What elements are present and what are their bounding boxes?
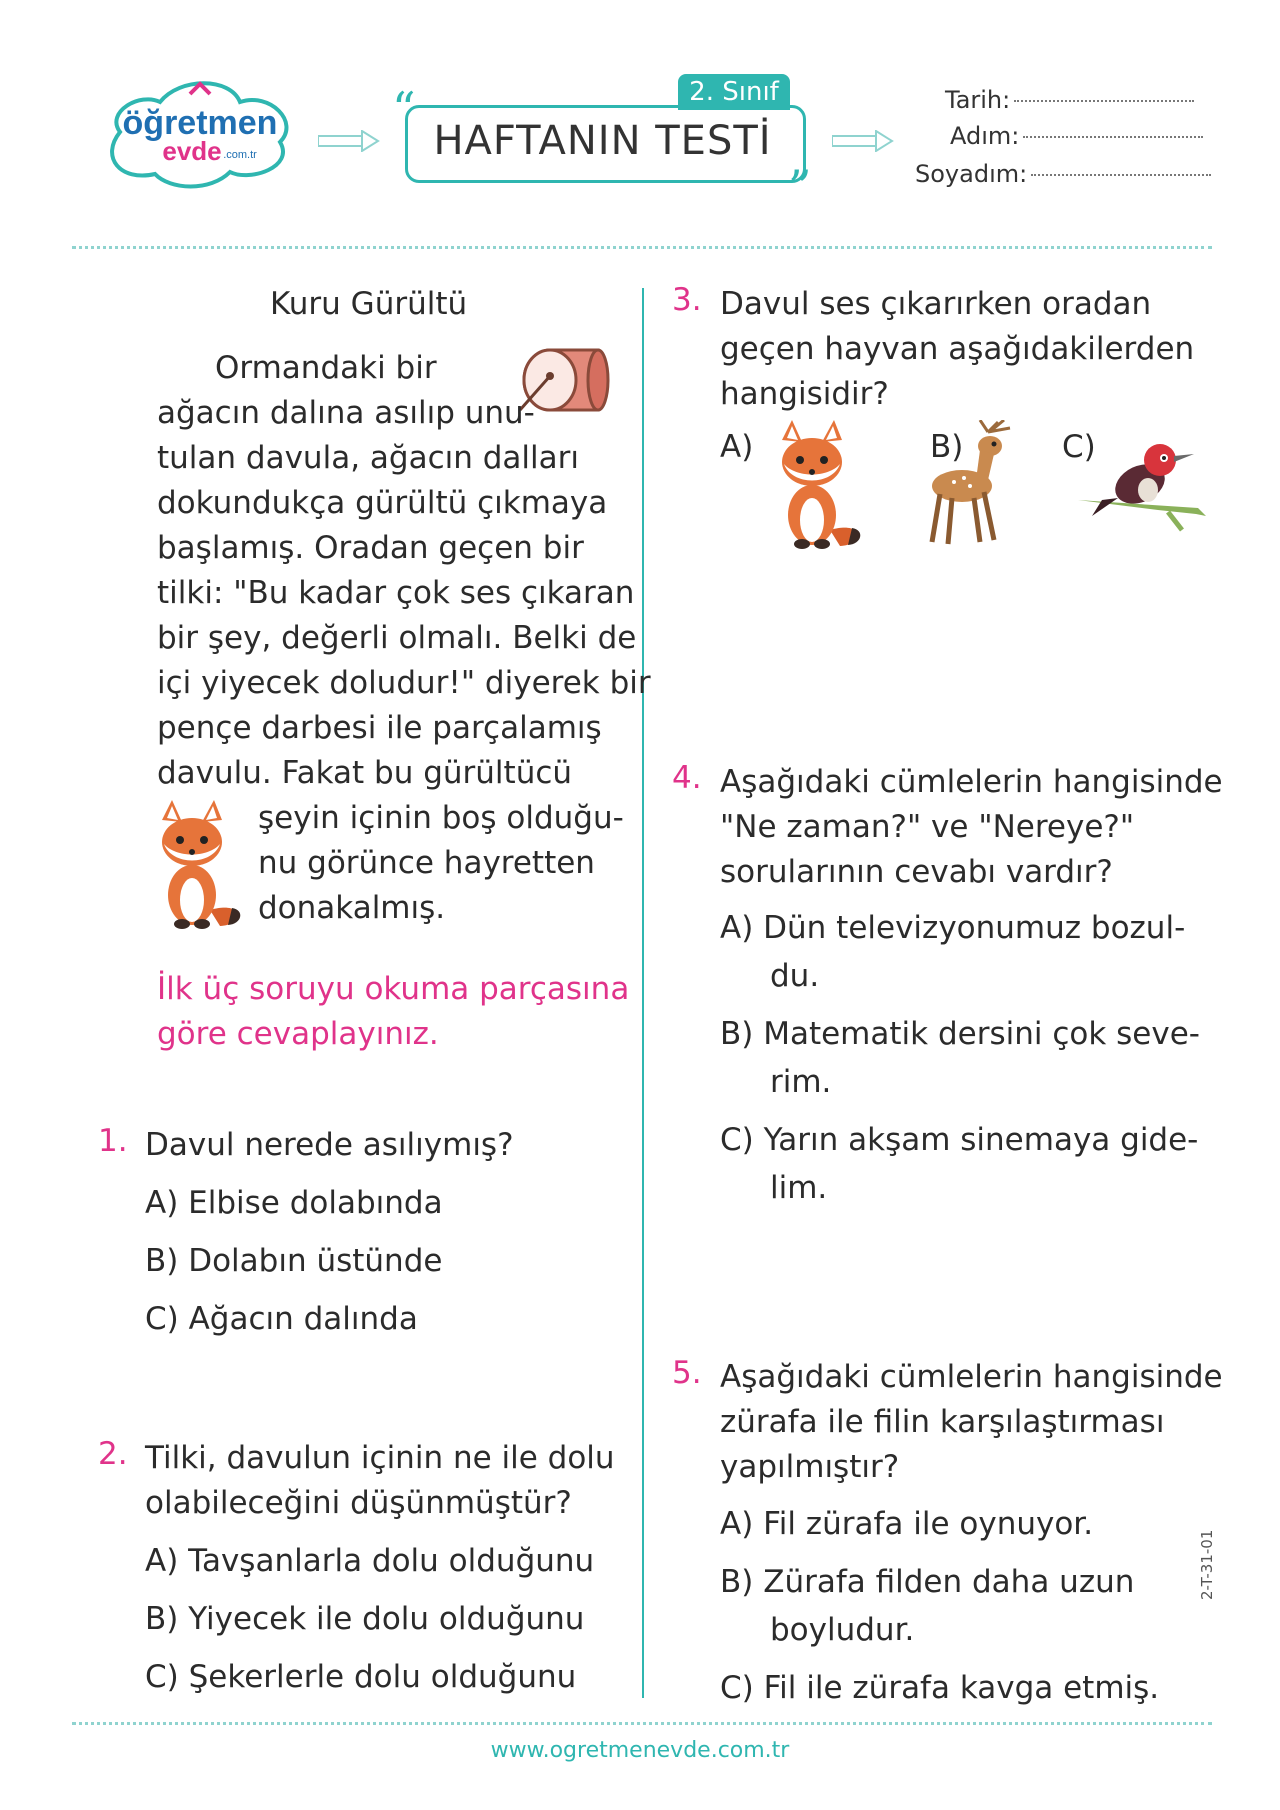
- deer-option-image[interactable]: [918, 420, 1028, 550]
- instruction-line: göre cevaplayınız.: [157, 1016, 439, 1052]
- question-text: zürafa ile filin karşılaştırması: [720, 1404, 1165, 1440]
- answer-option[interactable]: B) Yiyecek ile dolu olduğunu: [145, 1601, 585, 1637]
- question-number: 5.: [672, 1355, 702, 1391]
- question-text: geçen hayvan aşağıdakilerden: [720, 331, 1195, 367]
- story-title: Kuru Gürültü: [270, 286, 468, 322]
- footer-url[interactable]: www.ogretmenevde.com.tr: [490, 1738, 790, 1763]
- surname-field[interactable]: [915, 160, 1211, 188]
- name-label: Adım:: [950, 122, 1020, 150]
- story-line: başlamış. Oradan geçen bir: [157, 530, 584, 566]
- answer-option[interactable]: A): [720, 429, 754, 465]
- answer-option[interactable]: A) Tavşanlarla dolu olduğunu: [145, 1543, 595, 1579]
- question-text: sorularının cevabı vardır?: [720, 854, 1113, 890]
- answer-option[interactable]: B) Matematik dersini çok seve-: [720, 1016, 1200, 1052]
- question-number: 1.: [98, 1123, 128, 1159]
- story-line: Ormandaki bir: [215, 350, 437, 386]
- arrow-right-icon: [832, 130, 894, 152]
- divider-bottom: [72, 1722, 1212, 1725]
- question-text: "Ne zaman?" ve "Nereye?": [720, 809, 1135, 845]
- date-field[interactable]: [945, 86, 1194, 114]
- answer-option-continued[interactable]: lim.: [770, 1170, 828, 1206]
- grade-badge: 2. Sınıf: [678, 74, 790, 110]
- name-field[interactable]: [950, 122, 1203, 150]
- story-line: şeyin içinin boş olduğu-: [258, 800, 624, 836]
- logo: [100, 72, 300, 192]
- logo-graphic: [100, 72, 300, 192]
- answer-option[interactable]: B): [930, 429, 964, 465]
- question-text: Davul ses çıkarırken oradan: [720, 286, 1152, 322]
- question-text: Aşağıdaki cümlelerin hangisinde: [720, 1359, 1223, 1395]
- answer-option[interactable]: B) Dolabın üstünde: [145, 1243, 443, 1279]
- question-text: yapılmıştır?: [720, 1449, 900, 1485]
- divider-top: [72, 246, 1212, 249]
- answer-option[interactable]: B) Zürafa filden daha uzun: [720, 1564, 1135, 1600]
- answer-option[interactable]: C) Şekerlerle dolu olduğunu: [145, 1659, 577, 1695]
- surname-label: Soyadım:: [915, 160, 1028, 188]
- answer-option[interactable]: C): [1062, 429, 1096, 465]
- answer-option-continued[interactable]: du.: [770, 958, 820, 994]
- column-divider: [642, 288, 644, 1698]
- page-title: HAFTANIN TESTİ: [433, 118, 772, 164]
- story-line: içi yiyecek doludur!" diyerek bir: [157, 665, 651, 701]
- question-text: Tilki, davulun içinin ne ile dolu: [145, 1440, 615, 1476]
- story-line: tilki: "Bu kadar çok ses çıkaran: [157, 575, 635, 611]
- question-text: hangisidir?: [720, 376, 889, 412]
- arrow-right-icon: [318, 130, 380, 152]
- story-line: davulu. Fakat bu gürültücü: [157, 755, 573, 791]
- question-text: Aşağıdaki cümlelerin hangisinde: [720, 764, 1223, 800]
- question-number: 2.: [98, 1436, 128, 1472]
- logo-domain-text: .com.tr: [223, 149, 257, 161]
- answer-option[interactable]: A) Fil zürafa ile oynuyor.: [720, 1506, 1094, 1542]
- instruction-line: İlk üç soruyu okuma parçasına: [157, 971, 630, 1007]
- quote-close-icon: ”: [788, 160, 812, 214]
- answer-option-continued[interactable]: boyludur.: [770, 1612, 915, 1648]
- fox-option-image[interactable]: [770, 420, 865, 550]
- story-line: pençe darbesi ile parçalamış: [157, 710, 602, 746]
- answer-option[interactable]: A) Elbise dolabında: [145, 1185, 443, 1221]
- story-line: bir şey, değerli olmalı. Belki de: [157, 620, 637, 656]
- story-line: donakalmış.: [258, 890, 446, 926]
- answer-option[interactable]: C) Ağacın dalında: [145, 1301, 418, 1337]
- answer-option[interactable]: A) Dün televizyonumuz bozul-: [720, 910, 1186, 946]
- story-line: dokundukça gürültü çıkmaya: [157, 485, 608, 521]
- story-line: nu görünce hayretten: [258, 845, 595, 881]
- woodpecker-option-image[interactable]: [1078, 430, 1208, 540]
- quote-open-icon: “: [392, 82, 416, 136]
- answer-option[interactable]: C) Yarın akşam sinemaya gide-: [720, 1122, 1199, 1158]
- answer-option[interactable]: C) Fil ile zürafa kavga etmiş.: [720, 1670, 1160, 1706]
- question-text: Davul nerede asılıymış?: [145, 1127, 514, 1163]
- logo-main-text: öğretmen: [122, 104, 278, 142]
- story-line: tulan davula, ağacın dalları: [157, 440, 579, 476]
- fox-illustration: [150, 800, 245, 930]
- logo-sub-text: evde: [162, 136, 222, 166]
- question-number: 3.: [672, 282, 702, 318]
- date-label: Tarih:: [945, 86, 1011, 114]
- document-code: 2-T-31-01: [1198, 1529, 1216, 1600]
- question-number: 4.: [672, 760, 702, 796]
- answer-option-continued[interactable]: rim.: [770, 1064, 832, 1100]
- story-line: ağacın dalına asılıp unu-: [157, 395, 535, 431]
- question-text: olabileceğini düşünmüştür?: [145, 1485, 572, 1521]
